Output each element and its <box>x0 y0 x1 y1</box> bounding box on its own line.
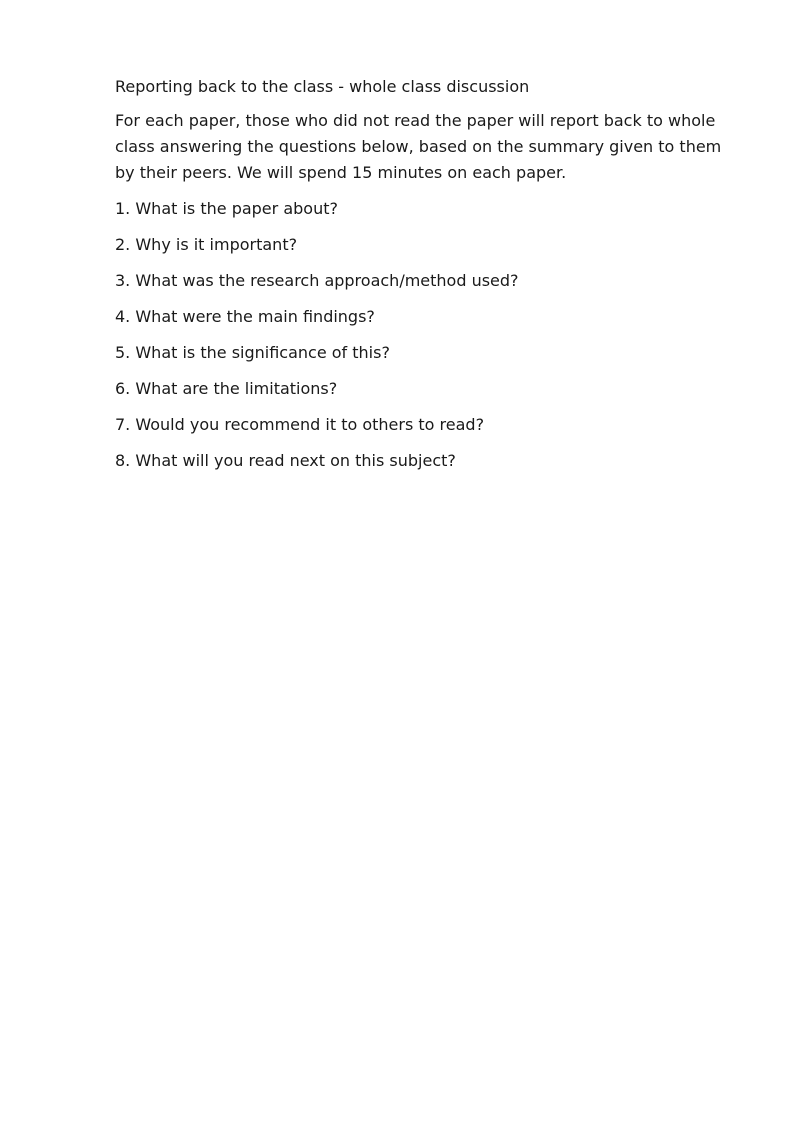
question-list <box>115 196 740 474</box>
document-page <box>115 76 740 484</box>
question-item: 7. Would you recommend it to others to read? <box>115 415 485 434</box>
question-item: 5. What is the significance of this? <box>115 343 390 362</box>
intro-paragraph: For each paper, those who did not read the paper will report back to whole class answering the questions below, based on the summary given to them by their peers. We will spend 15 minutes on each paper. <box>115 111 722 182</box>
question-item: 3. What was the research approach/method used? <box>115 271 519 290</box>
question-item: 4. What were the main findings? <box>115 307 375 326</box>
question-item: 6. What are the limitations? <box>115 379 338 398</box>
question-item: 1. What is the paper about? <box>115 199 338 218</box>
section-heading: Reporting back to the class - whole class discussion <box>115 77 530 96</box>
question-item: 8. What will you read next on this subject? <box>115 451 456 470</box>
question-item: 2. Why is it important? <box>115 235 298 254</box>
